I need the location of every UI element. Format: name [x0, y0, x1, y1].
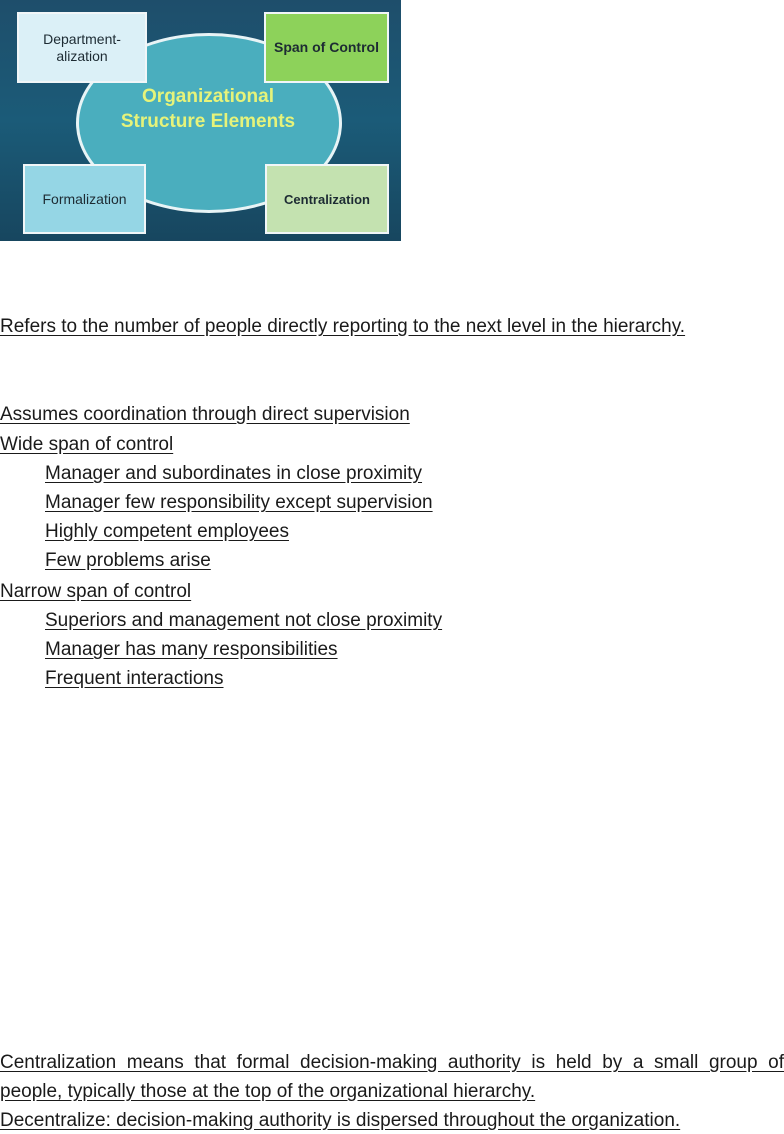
formalization-box: Formalization: [23, 164, 146, 234]
decentralize-definition: Decentralize: decision-making authority is dispersed throughout the organization.: [0, 1110, 681, 1131]
narrow-span-item: Superiors and management not close proximity: [45, 610, 443, 631]
wide-span-heading: Wide span of control: [0, 434, 174, 455]
wide-span-item: Few problems arise: [45, 550, 211, 571]
narrow-span-heading: Narrow span of control: [0, 581, 192, 602]
narrow-span-item: Manager has many responsibilities: [45, 639, 338, 660]
centralization-box: Centralization: [265, 164, 389, 234]
organizational-structure-diagram: [0, 0, 401, 241]
wide-span-item: Manager and subordinates in close proximity: [45, 463, 423, 484]
centralization-definition: Centralization means that formal decision-making authority is held by a small group of people, typically those at the top of the organizational hierarchy.: [0, 1052, 784, 1102]
narrow-span-item: Frequent interactions: [45, 668, 224, 689]
wide-span-item: Highly competent employees: [45, 521, 289, 542]
assumes-coordination: Assumes coordination through direct supervision: [0, 404, 410, 425]
departmentalization-box: Department-alization: [17, 12, 147, 83]
span-of-control-box: Span of Control: [264, 12, 389, 83]
wide-span-item: Manager few responsibility except supervision: [45, 492, 433, 513]
span-definition: Refers to the number of people directly reporting to the next level in the hierarchy.: [0, 316, 686, 337]
diagram-center-title: Organizational Structure Elements: [120, 86, 296, 132]
